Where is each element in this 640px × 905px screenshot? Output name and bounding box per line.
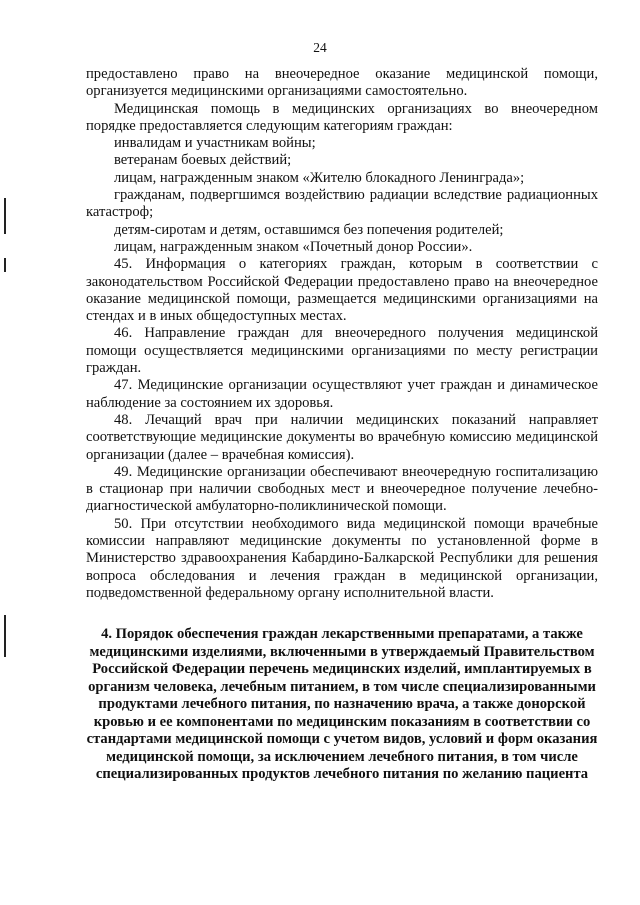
section-heading: 4. Порядок обеспечения граждан лекарственными препаратами, а также медицинскими изделиями, включенными в утверждаемый Правительством Российской Федерации перечень медицинских изделий, имплантируемых в организм человека, лечебным питанием, в том числе специализированными продуктами лечебного питания, по назначению врача, а также донорской кровью и ее компонентами по медицинским показаниям в соответствии со стандартами медицинской помощи с учетом видов, условий и форм оказания медицинской помощи, за исключением лечебного питания, в том числе специализированных продуктов лечебного питания по желанию пациента <box>86 626 598 783</box>
document-body <box>86 66 598 784</box>
margin-mark-middle <box>4 258 6 272</box>
margin-mark-top <box>4 198 6 234</box>
page-number: 24 <box>313 40 327 55</box>
paragraph-categories-intro: Медицинская помощь в медицинских организациях во внеочередном порядке предоставляется следующим категориям граждан: <box>86 100 598 134</box>
list-item-orphans: детям-сиротам и детям, оставшимся без попечения родителей; <box>114 221 504 238</box>
paragraph-45: 45. Информация о категориях граждан, которым в соответствии с законодательством Российской Федерации предоставлено право на внеочередное оказание медицинской помощи, размещается медицинскими организациями на стендах и в иных общедоступных местах. <box>86 256 598 325</box>
list-item-combat-veterans: ветеранам боевых действий; <box>114 152 292 169</box>
paragraph-46: 46. Направление граждан для внеочередного получения медицинской помощи осуществляется медицинскими организациями по месту регистрации граждан. <box>86 325 598 377</box>
paragraph-49: 49. Медицинские организации обеспечивают внеочередную госпитализацию в стационар при наличии свободных мест и внеочередное получение лечебно-диагностической амбулаторно-поликлинической помощи. <box>86 463 598 515</box>
paragraph-continuation: предоставлено право на внеочередное оказание медицинской помощи, организуется медицинскими организациями самостоятельно. <box>86 66 598 100</box>
list-item-honorary-donor: лицам, награжденным знаком «Почетный донор России». <box>114 238 473 255</box>
paragraph-50: 50. При отсутствии необходимого вида медицинской помощи врачебные комиссии направляют медицинские документы по установленной форме в Министерство здравоохранения Кабардино-Балкарской Республики для решения вопроса обследования и лечения граждан в медицинской организации, подведомственной федеральному органу исполнительной власти. <box>86 515 598 601</box>
list-item-leningrad-badge: лицам, награжденным знаком «Жителю блокадного Ленинграда»; <box>114 169 525 186</box>
list-item-radiation: гражданам, подвергшимся воздействию радиации вследствие радиационных катастроф; <box>86 187 598 221</box>
paragraph-47: 47. Медицинские организации осуществляют учет граждан и динамическое наблюдение за состоянием их здоровья. <box>86 377 598 411</box>
list-item-war-invalids: инвалидам и участникам войны; <box>114 135 316 152</box>
paragraph-48: 48. Лечащий врач при наличии медицинских показаний направляет соответствующие медицинские документы во врачебную комиссию медицинской организации (далее – врачебная комиссия). <box>86 411 598 463</box>
margin-mark-bottom <box>4 615 6 657</box>
